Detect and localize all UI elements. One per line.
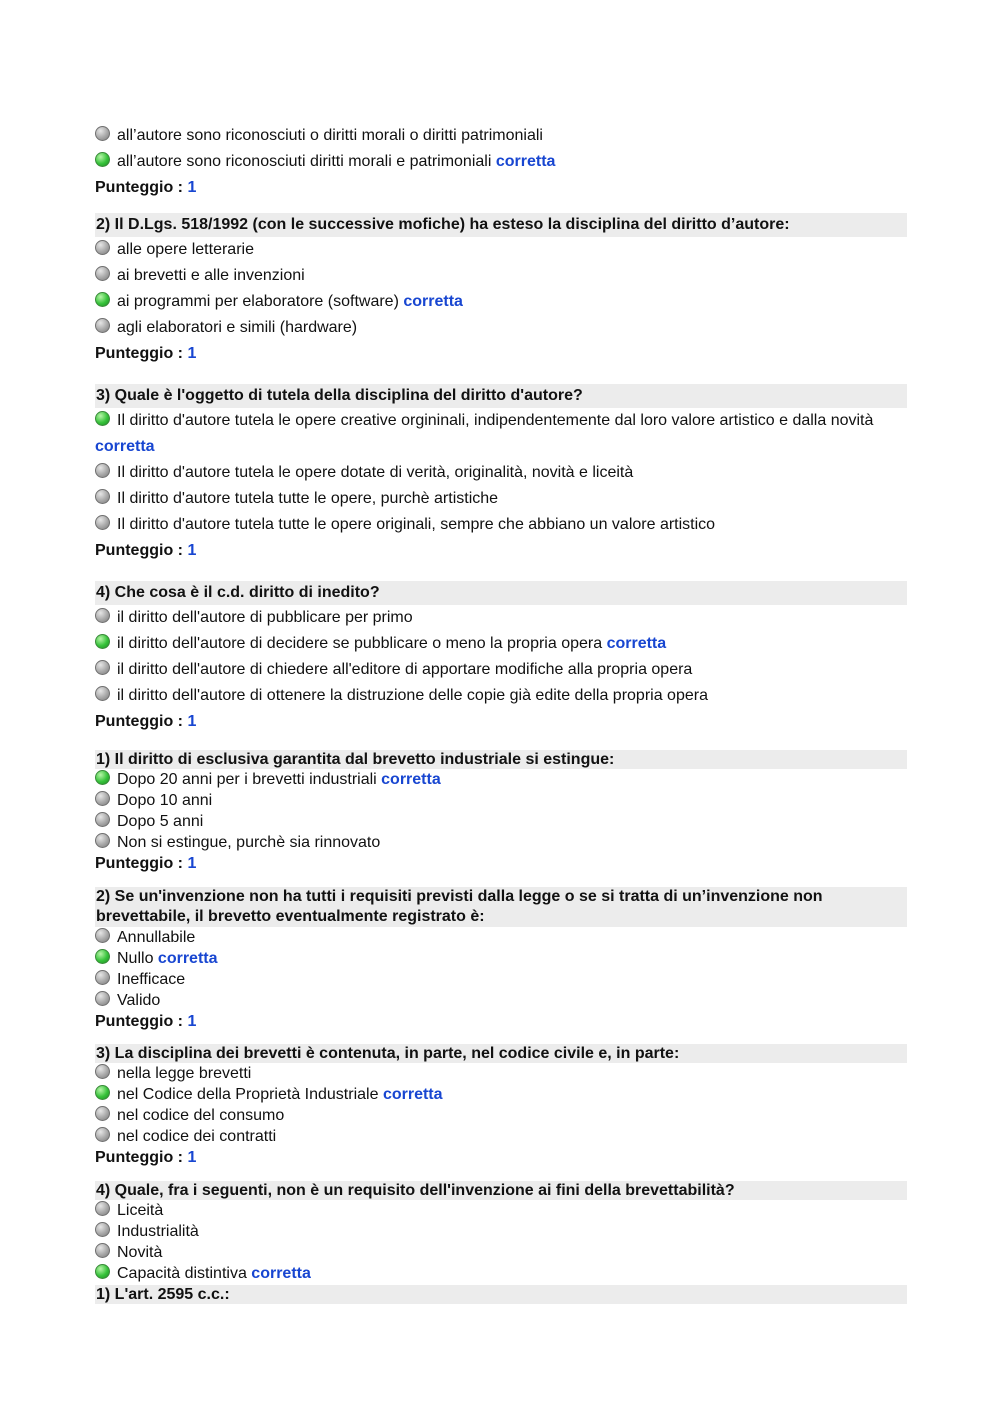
option-grey-dot-icon (95, 991, 110, 1006)
question-block (95, 581, 907, 735)
question-text: 2) Il D.Lgs. 518/1992 (con le successive mofiche) ha esteso la disciplina del diritto d’autore: (95, 213, 907, 237)
question-block (95, 213, 907, 367)
question-block (95, 123, 907, 201)
option-grey-dot-icon (95, 1064, 110, 1079)
option-grey-dot-icon (95, 1243, 110, 1258)
score-line: Punteggio : 1 (95, 179, 197, 196)
option-grey-dot-icon (95, 126, 110, 141)
answer-option: all’autore sono riconosciuti o diritti morali o diritti patrimoniali (95, 123, 907, 149)
answer-option: alle opere letterarie (95, 237, 907, 263)
option-green-dot-icon (95, 411, 110, 426)
option-green-dot-icon (95, 152, 110, 167)
answer-option: Nullo corretta (95, 948, 907, 969)
answer-option: Industrialità (95, 1221, 907, 1242)
option-green-dot-icon (95, 949, 110, 964)
option-grey-dot-icon (95, 833, 110, 848)
option-grey-dot-icon (95, 1201, 110, 1216)
correct-label: corretta (382, 1086, 443, 1103)
answer-option: il diritto dell'autore di decidere se pubblicare o meno la propria opera corretta (95, 631, 907, 657)
answer-option: nel codice dei contratti (95, 1126, 907, 1147)
answer-option: Valido (95, 990, 907, 1011)
option-green-dot-icon (95, 1264, 110, 1279)
option-green-dot-icon (95, 1085, 110, 1100)
answer-option: Il diritto d'autore tutela le opere dotate di verità, originalità, novità e liceità (95, 460, 907, 486)
answer-option: Dopo 20 anni per i brevetti industriali corretta (95, 769, 907, 790)
answer-option: ai brevetti e alle invenzioni (95, 263, 907, 289)
score-line: Punteggio : 1 (95, 345, 197, 362)
correct-label: corretta (606, 635, 667, 652)
correct-label: corretta (251, 1265, 311, 1282)
answer-option: Capacità distintiva corretta (95, 1263, 907, 1284)
answer-option: Non si estingue, purchè sia rinnovato (95, 832, 907, 853)
answer-option: il diritto dell'autore di chiedere all'editore di apportare modifiche alla propria opera (95, 657, 907, 683)
answer-option: nel Codice della Proprietà Industriale corretta (95, 1084, 907, 1105)
question-block (95, 384, 907, 564)
question-text: 3) La disciplina dei brevetti è contenuta, in parte, nel codice civile e, in parte: (95, 1044, 907, 1063)
option-grey-dot-icon (95, 1127, 110, 1142)
answer-option: Novità (95, 1242, 907, 1263)
option-grey-dot-icon (95, 660, 110, 675)
question-text: 2) Se un'invenzione non ha tutti i requisiti previsti dalla legge o se si tratta di un’invenzione non brevettabile, il brevetto eventualmente registrato è: (95, 887, 907, 927)
option-green-dot-icon (95, 770, 110, 785)
answer-option: Dopo 10 anni (95, 790, 907, 811)
option-grey-dot-icon (95, 686, 110, 701)
score-line: Punteggio : 1 (95, 1013, 197, 1030)
option-grey-dot-icon (95, 489, 110, 504)
answer-option: Liceità (95, 1200, 907, 1221)
question-text: 4) Quale, fra i seguenti, non è un requisito dell'invenzione ai fini della brevettabilità? (95, 1181, 907, 1200)
option-grey-dot-icon (95, 515, 110, 530)
question-block (95, 750, 907, 874)
option-grey-dot-icon (95, 608, 110, 623)
option-grey-dot-icon (95, 266, 110, 281)
score-line: Punteggio : 1 (95, 713, 197, 730)
option-grey-dot-icon (95, 1222, 110, 1237)
question-text: 1) L'art. 2595 c.c.: (95, 1285, 907, 1304)
question-block (95, 887, 907, 1032)
correct-label: corretta (157, 950, 218, 967)
answer-option: Il diritto d'autore tutela le opere creative orgininali, indipendentemente dal loro valore artistico e dalla novità corretta (95, 412, 874, 455)
question-text: 3) Quale è l'oggetto di tutela della disciplina del diritto d'autore? (95, 384, 907, 408)
question-text: 1) Il diritto di esclusiva garantita dal brevetto industriale si estingue: (95, 750, 907, 769)
correct-label: corretta (95, 438, 155, 455)
option-grey-dot-icon (95, 240, 110, 255)
answer-option: Dopo 5 anni (95, 811, 907, 832)
correct-label: corretta (381, 771, 441, 788)
answer-option: Annullabile (95, 927, 907, 948)
answer-option: Inefficace (95, 969, 907, 990)
question-block (95, 1044, 907, 1168)
option-grey-dot-icon (95, 318, 110, 333)
question-block (95, 1181, 907, 1284)
answer-option: nella legge brevetti (95, 1063, 907, 1084)
option-grey-dot-icon (95, 928, 110, 943)
correct-label: corretta (495, 153, 556, 170)
answer-option: Il diritto d'autore tutela tutte le opere originali, sempre che abbiano un valore artistico (95, 512, 907, 538)
answer-option: Il diritto d'autore tutela tutte le opere, purchè artistiche (95, 486, 907, 512)
option-green-dot-icon (95, 634, 110, 649)
option-grey-dot-icon (95, 812, 110, 827)
answer-option: nel codice del consumo (95, 1105, 907, 1126)
score-line: Punteggio : 1 (95, 855, 197, 872)
answer-option: il diritto dell'autore di pubblicare per primo (95, 605, 907, 631)
score-line: Punteggio : 1 (95, 542, 197, 559)
answer-option: all’autore sono riconosciuti diritti morali e patrimoniali corretta (95, 149, 907, 175)
option-grey-dot-icon (95, 463, 110, 478)
question-text: 4) Che cosa è il c.d. diritto di inedito? (95, 581, 907, 605)
answer-option: il diritto dell'autore di ottenere la distruzione delle copie già edite della propria opera (95, 683, 907, 709)
option-grey-dot-icon (95, 970, 110, 985)
correct-label: corretta (403, 293, 463, 310)
score-line: Punteggio : 1 (95, 1149, 197, 1166)
option-grey-dot-icon (95, 1106, 110, 1121)
option-green-dot-icon (95, 292, 110, 307)
answer-option: ai programmi per elaboratore (software) corretta (95, 289, 907, 315)
option-grey-dot-icon (95, 791, 110, 806)
answer-option: agli elaboratori e simili (hardware) (95, 315, 907, 341)
question-block (95, 1285, 907, 1304)
